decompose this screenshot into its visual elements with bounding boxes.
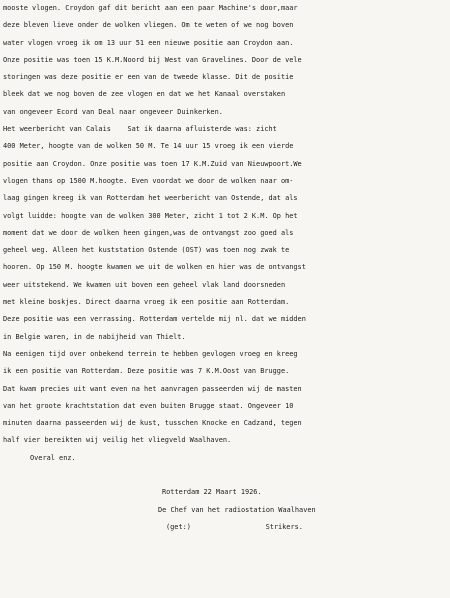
text-line: laag gingen kreeg ik van Rotterdam het weerbericht van Ostende, dat als — [3, 194, 298, 203]
text-line: Deze positie was een verrassing. Rotterdam vertelde mij nl. dat we midden — [3, 315, 306, 324]
signature-name: (get:) Strikers. — [166, 522, 303, 531]
text-line: deze bleven lieve onder de wolken vliegen. Om te weten of we nog boven — [3, 21, 294, 30]
signature-title: De Chef van het radiostation Waalhaven — [158, 505, 316, 514]
text-line: hooren. Op 150 M. hoogte kwamen we uit de wolken en hier was de ontvangst — [3, 263, 306, 272]
text-line: bleek dat we nog boven de zee vlogen en dat we het Kanaal overstaken — [3, 90, 286, 99]
text-line: van het groote krachtstation dat even buiten Brugge staat. Ongeveer 10 — [3, 401, 294, 410]
text-line: minuten daarna passeerden wij de kust, tusschen Knocke en Cadzand, tegen — [3, 419, 302, 428]
text-line: water vlogen vroeg ik om 13 uur 51 een nieuwe positie aan Croydon aan. — [3, 38, 294, 47]
text-line: weer uitstekend. We kwamen uit boven een geheel vlak land doorsneden — [3, 280, 286, 289]
blank-line — [0, 467, 445, 484]
text-line: Onze positie was toen 15 K.M.Noord bij West van Gravelines. Door de vele — [3, 55, 302, 64]
text-line: mooste vlogen. Croydon gaf dit bericht aan een paar Machine's door,maar — [3, 4, 298, 12]
text-line: positie aan Croydon. Onze positie was toen 17 K.M.Zuid van Nieuwpoort.We — [3, 159, 302, 168]
text-line: vlogen thans op 1500 M.hoogte. Even voordat we door de wolken naar om- — [3, 176, 294, 185]
text-line: moment dat we door de wolken heen gingen,was de ontvangst zoo goed als — [3, 228, 294, 237]
text-line: met kleine boskjes. Direct daarna vroeg ik een positie aan Rotterdam. — [3, 298, 290, 307]
text-line: in Belgie waren, in de nabijheid van Thielt. — [3, 332, 186, 341]
text-line: Na eenigen tijd over onbekend terrein te hebben gevlogen vroeg en kreeg — [3, 349, 298, 358]
date-line: Rotterdam 22 Maart 1926. — [162, 488, 262, 497]
text-line: half vier bereikten wij veilig het vliegveld Waalhaven. — [3, 436, 232, 445]
text-line: Dat kwam precies uit want even na het aanvragen passeerden wij de masten — [3, 384, 302, 393]
text-line: geheel weg. Alleen het kuststation Ostende (OST) was toen nog zwak te — [3, 246, 290, 255]
text-line: Overal enz. — [30, 453, 76, 462]
text-line: storingen was deze positie er een van de tweede klasse. Dit de positie — [3, 73, 294, 82]
text-line: volgt luidde: hoogte van de wolken 300 Meter, zicht 1 tot 2 K.M. Op het — [3, 211, 298, 220]
text-line: Het weerbericht van Calais Sat ik daarna afluisterde was: zicht — [3, 125, 277, 134]
text-line: van ongeveer Ecord van Deal naar ongeveer Duinkerken. — [3, 107, 223, 116]
text-line: ik een positie van Rotterdam. Deze positie was 7 K.M.Oost van Brugge. — [3, 367, 290, 376]
text-line: 400 Meter, hoogte van de wolken 50 M. Te 14 uur 15 vroeg ik een vierde — [3, 142, 294, 151]
